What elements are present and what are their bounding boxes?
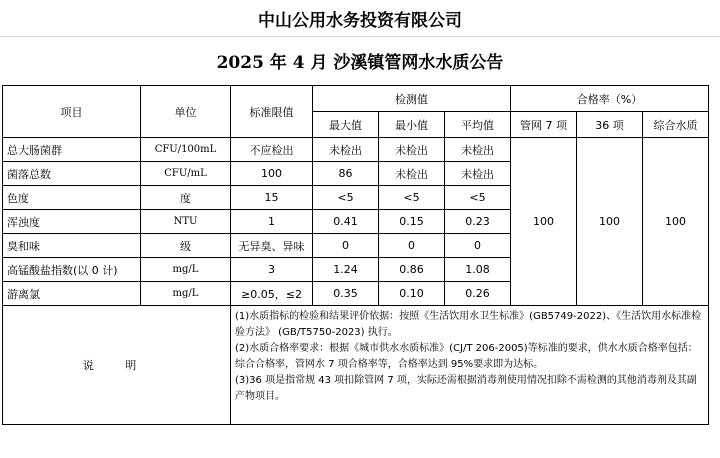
- row-avg: 0.23: [445, 210, 511, 234]
- row-max: 未检出: [313, 138, 379, 162]
- notes-content: [231, 306, 709, 425]
- pass-rate-36: 100: [577, 138, 643, 306]
- header-item: 项目: [3, 86, 141, 138]
- header-unit: 单位: [141, 86, 231, 138]
- company-name: 中山公用水务投资有限公司: [0, 6, 720, 37]
- note-1: (1)水质指标的检验和结果评价依据：按照《生活饮用水卫生标准》(GB5749-2022)、《生活饮用水标准检验方法》 (GB/T5750-2023) 执行。: [235, 311, 702, 338]
- row-max: 1.24: [313, 258, 379, 282]
- header-pass-group: 合格率（%）: [511, 86, 709, 112]
- row-item: 总大肠菌群: [3, 138, 141, 162]
- row-unit: 度: [141, 186, 231, 210]
- pass-rate-total: 100: [643, 138, 709, 306]
- row-standard: ≥0.05，≤2: [231, 282, 313, 306]
- row-standard: 无异臭、异味: [231, 234, 313, 258]
- header-avg: 平均值: [445, 112, 511, 138]
- header-pass-36: 36 项: [577, 112, 643, 138]
- row-min: 0.86: [379, 258, 445, 282]
- row-unit: CFU/mL: [141, 162, 231, 186]
- row-unit: 级: [141, 234, 231, 258]
- row-avg: 0.26: [445, 282, 511, 306]
- notes-label: 说 明: [3, 306, 231, 425]
- row-avg: <5: [445, 186, 511, 210]
- row-avg: 1.08: [445, 258, 511, 282]
- report-title: 2025 年 4 月 沙溪镇管网水水质公告: [216, 53, 504, 73]
- row-standard: 100: [231, 162, 313, 186]
- row-max: 0.35: [313, 282, 379, 306]
- row-min: 0.10: [379, 282, 445, 306]
- header-pass-7: 管网 7 项: [511, 112, 577, 138]
- row-unit: NTU: [141, 210, 231, 234]
- row-unit: mg/L: [141, 282, 231, 306]
- table-row: [3, 138, 709, 162]
- row-standard: 15: [231, 186, 313, 210]
- row-standard: 不应检出: [231, 138, 313, 162]
- header-detect-group: 检测值: [313, 86, 511, 112]
- row-item: 臭和味: [3, 234, 141, 258]
- row-max: <5: [313, 186, 379, 210]
- row-max: 0: [313, 234, 379, 258]
- row-min: 未检出: [379, 162, 445, 186]
- row-min: <5: [379, 186, 445, 210]
- header-standard: 标准限值: [231, 86, 313, 138]
- pass-rate-7: 100: [511, 138, 577, 306]
- row-standard: 3: [231, 258, 313, 282]
- row-item: 高锰酸盐指数(以 0 计): [3, 258, 141, 282]
- row-avg: 0: [445, 234, 511, 258]
- row-item: 浑浊度: [3, 210, 141, 234]
- header-max: 最大值: [313, 112, 379, 138]
- row-max: 0.41: [313, 210, 379, 234]
- notes-row: [3, 306, 709, 425]
- header-min: 最小值: [379, 112, 445, 138]
- note-2: (2)水质合格率要求：根据《城市供水水质标准》(CJ/T 206-2005)等标准的要求，供水水质合格率包括：综合合格率，管网水 7 项合格率等，合格率达到 95%要求即为达标。: [235, 343, 698, 370]
- note-3: (3)36 项是指常规 43 项扣除管网 7 项，实际还需根据消毒剂使用情况扣除不需检测的其他消毒剂及其副产物项目。: [235, 375, 697, 402]
- row-item: 游离氯: [3, 282, 141, 306]
- row-max: 86: [313, 162, 379, 186]
- row-standard: 1: [231, 210, 313, 234]
- row-avg: 未检出: [445, 162, 511, 186]
- water-quality-table: [2, 85, 709, 425]
- row-item: 色度: [3, 186, 141, 210]
- row-min: 0: [379, 234, 445, 258]
- row-unit: CFU/100mL: [141, 138, 231, 162]
- row-unit: mg/L: [141, 258, 231, 282]
- row-avg: 未检出: [445, 138, 511, 162]
- header-pass-total: 综合水质: [643, 112, 709, 138]
- row-min: 未检出: [379, 138, 445, 162]
- row-item: 菌落总数: [3, 162, 141, 186]
- row-min: 0.15: [379, 210, 445, 234]
